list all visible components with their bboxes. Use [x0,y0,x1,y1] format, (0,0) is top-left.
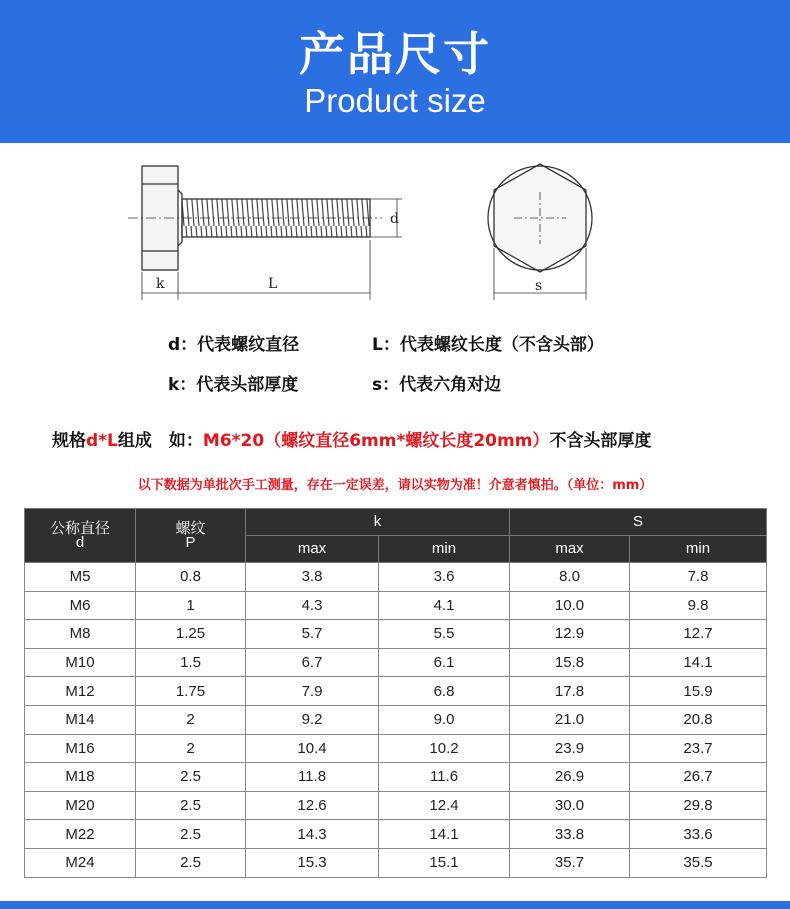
cell-smax: 35.7 [510,848,630,877]
spec-middle: 组成 如： [117,431,203,451]
bolt-diagram [120,150,610,310]
table-row [25,734,767,763]
header-k-min: min [379,536,510,563]
cell-kmax: 6.7 [246,648,379,677]
cell-p: 1 [136,591,246,620]
table-row [25,791,767,820]
table-row [25,620,767,649]
cell-smax: 10.0 [510,591,630,620]
table-row [25,763,767,792]
cell-smin: 14.1 [630,648,767,677]
cell-kmax: 9.2 [246,705,379,734]
cell-d: M12 [25,677,136,706]
cell-smin: 26.7 [630,763,767,792]
dim-d-label: d [390,211,399,227]
cell-smin: 15.9 [630,677,767,706]
cell-smin: 20.8 [630,705,767,734]
cell-kmin: 12.4 [379,791,510,820]
cell-smin: 9.8 [630,591,767,620]
cell-kmax: 3.8 [246,563,379,592]
spec-prefix: 规格 [52,431,86,451]
cell-kmin: 9.0 [379,705,510,734]
cell-smax: 26.9 [510,763,630,792]
cell-smin: 33.6 [630,820,767,849]
cell-d: M10 [25,648,136,677]
cell-d: M8 [25,620,136,649]
cell-smin: 7.8 [630,563,767,592]
cell-kmin: 15.1 [379,848,510,877]
header-k-max: max [246,536,379,563]
cell-d: M6 [25,591,136,620]
cell-kmin: 4.1 [379,591,510,620]
dim-k-label: k [156,276,165,292]
header-s: S [510,509,767,536]
header-banner [0,0,790,143]
header-diameter-sym: d [75,533,85,551]
spec-suffix: 不含头部厚度 [549,431,652,451]
cell-smax: 12.9 [510,620,630,649]
legend-L: L：代表螺纹长度（不含头部） [372,335,604,355]
cell-d: M20 [25,791,136,820]
header-diameter [25,509,136,563]
bolt-side-view [128,164,592,300]
cell-smax: 21.0 [510,705,630,734]
cell-kmin: 5.5 [379,620,510,649]
table-row [25,848,767,877]
cell-kmax: 7.9 [246,677,379,706]
legend-d: d：代表螺纹直径 [168,335,300,355]
cell-smin: 23.7 [630,734,767,763]
legend-k: k：代表头部厚度 [168,375,299,395]
cell-kmax: 4.3 [246,591,379,620]
table-row [25,705,767,734]
cell-p: 1.25 [136,620,246,649]
cell-p: 2.5 [136,820,246,849]
cell-kmax: 10.4 [246,734,379,763]
header-pitch-sym: P [185,533,196,551]
table-row [25,677,767,706]
cell-p: 2 [136,734,246,763]
table-body [25,563,767,878]
cell-kmin: 3.6 [379,563,510,592]
cell-d: M16 [25,734,136,763]
header-diameter-cn: 公称直径 [49,519,110,537]
cell-kmin: 6.1 [379,648,510,677]
legend-s: s：代表六角对边 [372,375,502,395]
cell-d: M22 [25,820,136,849]
cell-smax: 33.8 [510,820,630,849]
dim-s-label: s [535,278,543,294]
spec-example: M6*20（螺纹直径6mm*螺纹长度20mm） [202,431,550,451]
cell-p: 1.75 [136,677,246,706]
cell-d: M5 [25,563,136,592]
header-pitch [136,509,246,563]
cell-kmin: 10.2 [379,734,510,763]
cell-kmax: 14.3 [246,820,379,849]
header-s-max: max [510,536,630,563]
table-row [25,563,767,592]
cell-kmax: 15.3 [246,848,379,877]
header-pitch-cn: 螺纹 [175,519,206,537]
cell-d: M24 [25,848,136,877]
header-s-min: min [630,536,767,563]
header-k: k [246,509,510,536]
cell-d: M14 [25,705,136,734]
table-row [25,648,767,677]
cell-p: 2.5 [136,848,246,877]
cell-p: 2.5 [136,791,246,820]
cell-p: 0.8 [136,563,246,592]
size-table [24,508,767,878]
page-title: 产品尺寸 [299,27,491,81]
cell-smax: 8.0 [510,563,630,592]
cell-p: 2 [136,705,246,734]
cell-kmin: 6.8 [379,677,510,706]
cell-p: 2.5 [136,763,246,792]
cell-kmin: 11.6 [379,763,510,792]
cell-smax: 23.9 [510,734,630,763]
table-row [25,820,767,849]
cell-d: M18 [25,763,136,792]
cell-smin: 35.5 [630,848,767,877]
cell-p: 1.5 [136,648,246,677]
cell-kmax: 5.7 [246,620,379,649]
table-row [25,591,767,620]
measurement-note: 以下数据为单批次手工测量，存在一定误差，请以实物为准！介意者慎拍。（单位：mm） [137,478,653,493]
page-subtitle: Product size [304,82,486,119]
cell-smin: 12.7 [630,620,767,649]
cell-smin: 29.8 [630,791,767,820]
footer-bar [0,901,790,909]
spec-formula: d*L [86,431,118,451]
cell-smax: 17.8 [510,677,630,706]
cell-smax: 30.0 [510,791,630,820]
cell-kmin: 14.1 [379,820,510,849]
spec-description [52,426,651,451]
cell-smax: 15.8 [510,648,630,677]
dim-L-label: L [268,276,278,292]
cell-kmax: 11.8 [246,763,379,792]
cell-kmax: 12.6 [246,791,379,820]
